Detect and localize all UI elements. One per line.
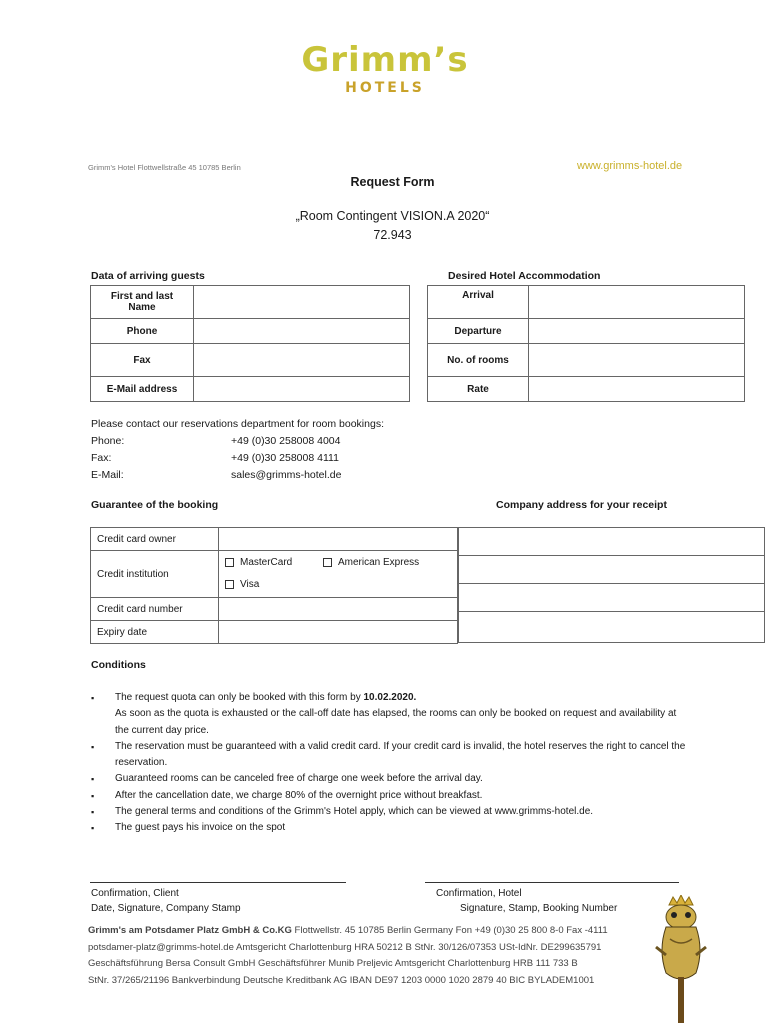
mastercard-label: MasterCard <box>240 557 293 568</box>
first-last-name-label: First and last Name <box>91 286 194 319</box>
contact-intro: Please contact our reservations department for room bookings: <box>91 418 384 430</box>
phone-input[interactable] <box>194 319 410 344</box>
client-confirmation-title: Confirmation, Client <box>91 888 179 899</box>
visa-option[interactable] <box>225 579 259 590</box>
departure-label: Departure <box>428 319 529 344</box>
list-item <box>91 690 691 739</box>
email-contact-label: E-Mail: <box>91 469 124 481</box>
frog-king-icon <box>652 895 710 1023</box>
hotel-logo-subtitle: HOTELS <box>345 80 425 96</box>
list-item: ▪ Guaranteed rooms can be canceled free of charge one week before the arrival day. <box>91 771 691 787</box>
guests-table <box>90 285 410 402</box>
conditions-list <box>91 690 691 837</box>
list-item: ▪ The general terms and conditions of the Grimm's Hotel apply, which can be viewed at www.grimms-hotel.de. <box>91 804 691 820</box>
fax-contact-value: +49 (0)30 258008 4111 <box>231 452 339 464</box>
rooms-input[interactable] <box>529 344 745 377</box>
arrival-input[interactable] <box>529 286 745 319</box>
list-item: ▪ After the cancellation date, we charge 80% of the overnight price without breakfast. <box>91 788 691 804</box>
quota-deadline: 10.02.2020. <box>363 692 417 703</box>
guests-heading: Data of arriving guests <box>91 270 205 282</box>
quota-text: The request quota can only be booked with this form by <box>115 692 364 703</box>
company-address-line-2[interactable] <box>459 556 765 584</box>
hotel-confirmation-detail: Signature, Stamp, Booking Number <box>460 903 618 914</box>
card-owner-label: Credit card owner <box>91 528 219 551</box>
client-confirmation-detail: Date, Signature, Company Stamp <box>91 903 241 914</box>
footer-line-2: potsdamer-platz@grimms-hotel.de Amtsgericht Charlottenburg HRA 50212 B StNr. 30/126/07353 USt-IdNr. DE299635791 <box>88 941 602 953</box>
form-title: Request Form <box>350 175 435 189</box>
contingent-name: „Room Contingent VISION.A 2020“ <box>295 209 490 223</box>
company-address-line-4[interactable] <box>459 612 765 643</box>
amex-checkbox[interactable] <box>323 558 332 567</box>
hotel-signature-line[interactable] <box>425 882 679 883</box>
form-subtitle <box>0 207 770 245</box>
footer <box>88 923 608 989</box>
departure-input[interactable] <box>529 319 745 344</box>
mastercard-checkbox[interactable] <box>225 558 234 567</box>
arrival-label: Arrival <box>428 286 529 319</box>
client-confirmation <box>91 886 241 916</box>
visa-checkbox[interactable] <box>225 580 234 589</box>
guarantee-heading: Guarantee of the booking <box>91 499 219 511</box>
fax-contact-label: Fax: <box>91 452 112 464</box>
amex-option[interactable] <box>323 557 419 568</box>
card-number-label: Credit card number <box>91 598 219 621</box>
guarantee-table <box>90 527 458 644</box>
footer-line-4: StNr. 37/265/21196 Bankverbindung Deutsche Kreditbank AG IBAN DE97 1203 0000 1020 2879 40 BIC BYLADEM1001 <box>88 974 595 986</box>
email-contact-value[interactable]: sales@grimms-hotel.de <box>231 469 342 481</box>
hotel-address: Grimm's Hotel Flottwellstraße 45 10785 Berlin <box>88 163 241 172</box>
company-address-line-3[interactable] <box>459 584 765 612</box>
expiry-date-label: Expiry date <box>91 621 219 644</box>
card-owner-input[interactable] <box>219 528 458 551</box>
rooms-label: No. of rooms <box>428 344 529 377</box>
hotel-confirmation <box>436 886 617 916</box>
rate-label: Rate <box>428 377 529 402</box>
list-item: ▪ The guest pays his invoice on the spot <box>91 820 691 836</box>
website-link[interactable]: www.grimms-hotel.de <box>577 160 683 172</box>
credit-institution-label: Credit institution <box>91 551 219 598</box>
company-address-table <box>458 527 765 643</box>
email-input[interactable] <box>194 377 410 402</box>
expiry-date-input[interactable] <box>219 621 458 644</box>
phone-label: Phone <box>91 319 194 344</box>
list-item: ▪ The reservation must be guaranteed with a valid credit card. If your credit card is invalid, the hotel reserves the right to cancel the reservation. <box>91 739 691 772</box>
hotel-logo: Grimm’s <box>301 40 469 80</box>
visa-label: Visa <box>240 579 260 590</box>
quota-note: As soon as the quota is exhausted or the call-off date has elapsed, the rooms can only be booked on request and availability at the current day price. <box>115 708 677 736</box>
footer-company: Grimm's am Potsdamer Platz GmbH & Co.KG <box>88 925 292 936</box>
rate-input[interactable] <box>529 377 745 402</box>
phone-contact-label: Phone: <box>91 435 125 447</box>
hotel-confirmation-title: Confirmation, Hotel <box>436 888 522 899</box>
name-input[interactable] <box>194 286 410 319</box>
contact-block <box>91 416 541 484</box>
company-address-heading: Company address for your receipt <box>496 499 667 511</box>
mastercard-option[interactable] <box>225 552 323 574</box>
accommodation-table <box>427 285 745 402</box>
email-label: E-Mail address <box>91 377 194 402</box>
amex-label: American Express <box>338 557 420 568</box>
footer-line-3: Geschäftsführung Bersa Consult GmbH Geschäftsführer Munib Preljevic Amtsgericht Charlottenburg HRB 111 733 B <box>88 958 578 969</box>
footer-line-1: Flottwellstr. 45 10785 Berlin Germany Fon +49 (0)30 25 800 8-0 Fax -4111 <box>291 925 608 936</box>
credit-institution-options <box>219 551 458 598</box>
contingent-code: 72.943 <box>373 228 412 242</box>
phone-contact-value: +49 (0)30 258008 4004 <box>231 435 341 447</box>
fax-input[interactable] <box>194 344 410 377</box>
company-address-line-1[interactable] <box>459 528 765 556</box>
accommodation-heading: Desired Hotel Accommodation <box>448 270 601 282</box>
card-number-input[interactable] <box>219 598 458 621</box>
conditions-heading: Conditions <box>91 659 146 671</box>
client-signature-line[interactable] <box>90 882 346 883</box>
fax-label: Fax <box>91 344 194 377</box>
